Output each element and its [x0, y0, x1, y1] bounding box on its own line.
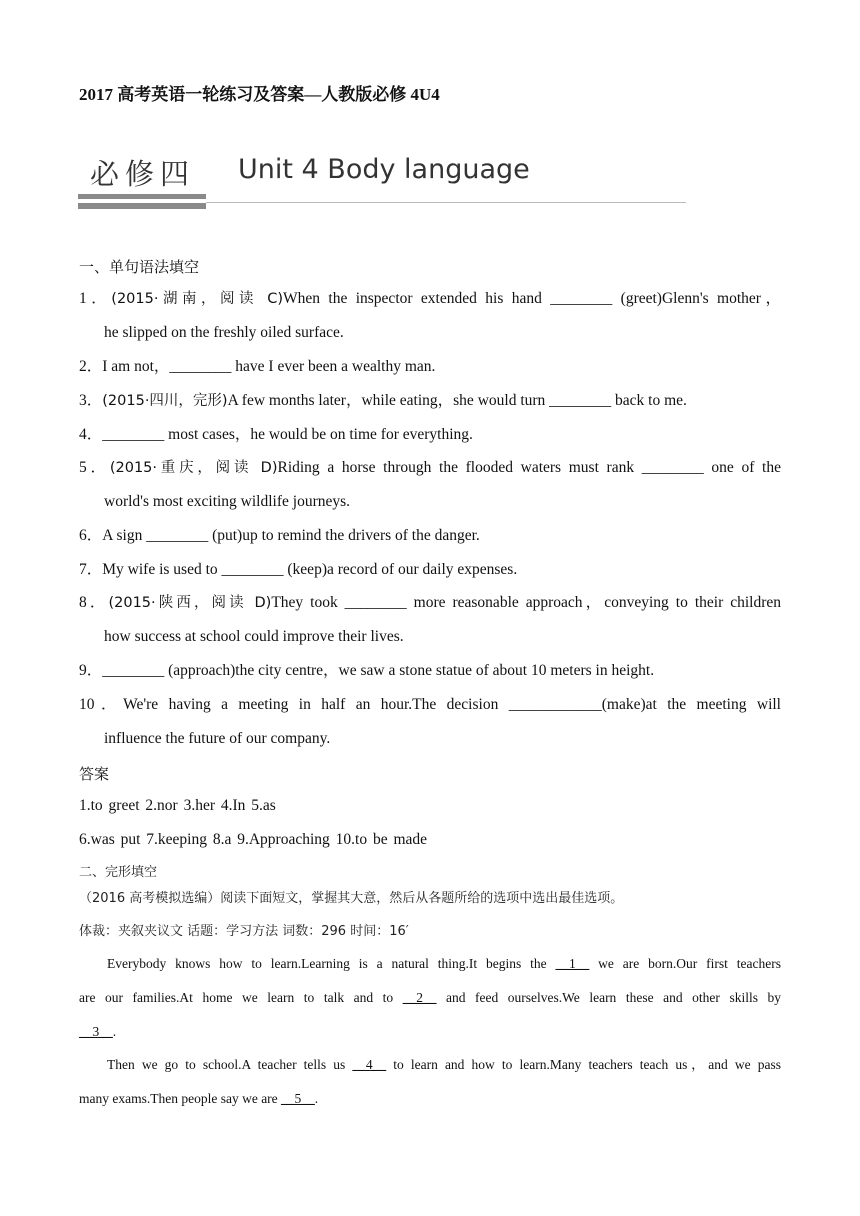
question-text: A sign ________ (put)up to remind the drivers of the danger. — [102, 527, 480, 544]
passage-blank-1: __1__ — [555, 956, 590, 971]
question-source: (2015·陕西，阅读 D) — [108, 595, 272, 611]
passage-blank-2: __2__ — [402, 990, 437, 1005]
question-number: 6． — [79, 527, 103, 544]
passage-text: to learn and how to learn.Many teachers teach us，and we pass — [386, 1057, 781, 1072]
question-4 — [79, 418, 781, 452]
question-text: Riding a horse through the flooded waters must rank ________ one of the — [277, 459, 781, 476]
question-source: (2015·四川，完形) — [102, 393, 228, 409]
section2-intro: （2016 高考模拟选编）阅读下面短文，掌握其大意，然后从各题所给的选项中选出最佳选项。 — [79, 891, 624, 906]
question-text: We're having a meeting in half an hour.The decision ____________(make)at the meeting will — [123, 696, 781, 713]
question-number: 10． — [79, 696, 124, 713]
question-text: ________ most cases，he would be on time for everything. — [102, 426, 473, 443]
question-7 — [79, 553, 781, 587]
question-number: 5． — [79, 459, 110, 476]
section2-heading: 二、完形填空 — [79, 865, 158, 880]
question-text: I am not，________ have I ever been a wealthy man. — [102, 358, 436, 375]
passage-text: many exams.Then people say we are — [79, 1091, 282, 1106]
question-number: 7． — [79, 561, 103, 578]
passage-text: . — [112, 1024, 117, 1039]
passage-blank-4: __4__ — [352, 1057, 387, 1072]
question-10 — [79, 688, 781, 722]
question-10-continued: influence the future of our company. — [104, 730, 331, 747]
unit-banner-chinese: 必修四 — [90, 157, 196, 191]
question-number: 2． — [79, 358, 103, 375]
question-6 — [79, 519, 781, 553]
question-number: 9． — [79, 662, 103, 679]
question-9 — [79, 654, 781, 688]
question-8 — [79, 586, 781, 620]
passage-text: are our families.At home we learn to talk and to — [79, 990, 403, 1005]
question-text: My wife is used to ________ (keep)a record of our daily expenses. — [102, 561, 518, 578]
question-number: 4． — [79, 426, 103, 443]
section2-meta-text: 体裁：夹叙夹议文 话题：学习方法 词数：296 时间：16′ — [79, 924, 409, 939]
passage-line-5 — [79, 1082, 781, 1116]
answers-line-1: 1.to greet 2.nor 3.her 4.In 5.as — [79, 797, 276, 814]
question-number: 8． — [79, 594, 109, 611]
banner-divider — [206, 202, 686, 203]
passage-line-4 — [79, 1048, 781, 1082]
banner-bar-decoration — [78, 194, 206, 199]
question-2 — [79, 350, 781, 384]
question-source: (2015·湖南，阅读 C) — [111, 291, 283, 307]
passage-text: Then we go to school.A teacher tells us — [107, 1057, 353, 1072]
unit-banner — [78, 148, 690, 214]
question-1 — [79, 282, 781, 316]
question-text: When the inspector extended his hand ________ (greet)Glenn's mother， — [282, 290, 781, 307]
banner-bar-decoration — [78, 203, 206, 209]
question-1-continued: he slipped on the freshly oiled surface. — [104, 324, 344, 341]
passage-line-3 — [79, 1015, 781, 1049]
document-title: 2017 高考英语一轮练习及答案—人教版必修 4U4 — [79, 85, 440, 104]
unit-banner-title: Unit 4 Body language — [238, 154, 530, 185]
question-text: They took ________ more reasonable approach，conveying to their children — [271, 594, 781, 611]
question-3 — [79, 384, 781, 418]
passage-blank-5: __5__ — [281, 1091, 315, 1106]
question-text: A few months later，while eating，she would turn ________ back to me. — [227, 392, 687, 409]
section2-meta — [79, 920, 409, 939]
question-source: (2015·重庆，阅读 D) — [109, 460, 278, 476]
question-5 — [79, 451, 781, 485]
passage-text: Everybody knows how to learn.Learning is a natural thing.It begins the — [107, 956, 556, 971]
passage-text: and feed ourselves.We learn these and other skills by — [436, 990, 781, 1005]
question-number: 1． — [79, 290, 112, 307]
question-8-continued: how success at school could improve their lives. — [104, 628, 404, 645]
question-number: 3． — [79, 392, 103, 409]
passage-line-2 — [79, 981, 781, 1015]
answers-heading: 答案 — [79, 765, 110, 783]
section1-heading: 一、单句语法填空 — [79, 258, 200, 276]
passage-line-1 — [79, 947, 781, 981]
passage-blank-3: __3__ — [79, 1024, 113, 1039]
question-text: ________ (approach)the city centre，we saw a stone statue of about 10 meters in height. — [102, 662, 655, 679]
passage-text: . — [314, 1091, 319, 1106]
answers-line-2: 6.was put 7.keeping 8.a 9.Approaching 10.to be made — [79, 831, 428, 848]
question-5-continued: world's most exciting wildlife journeys. — [104, 493, 351, 510]
passage-text: we are born.Our first teachers — [589, 956, 781, 971]
